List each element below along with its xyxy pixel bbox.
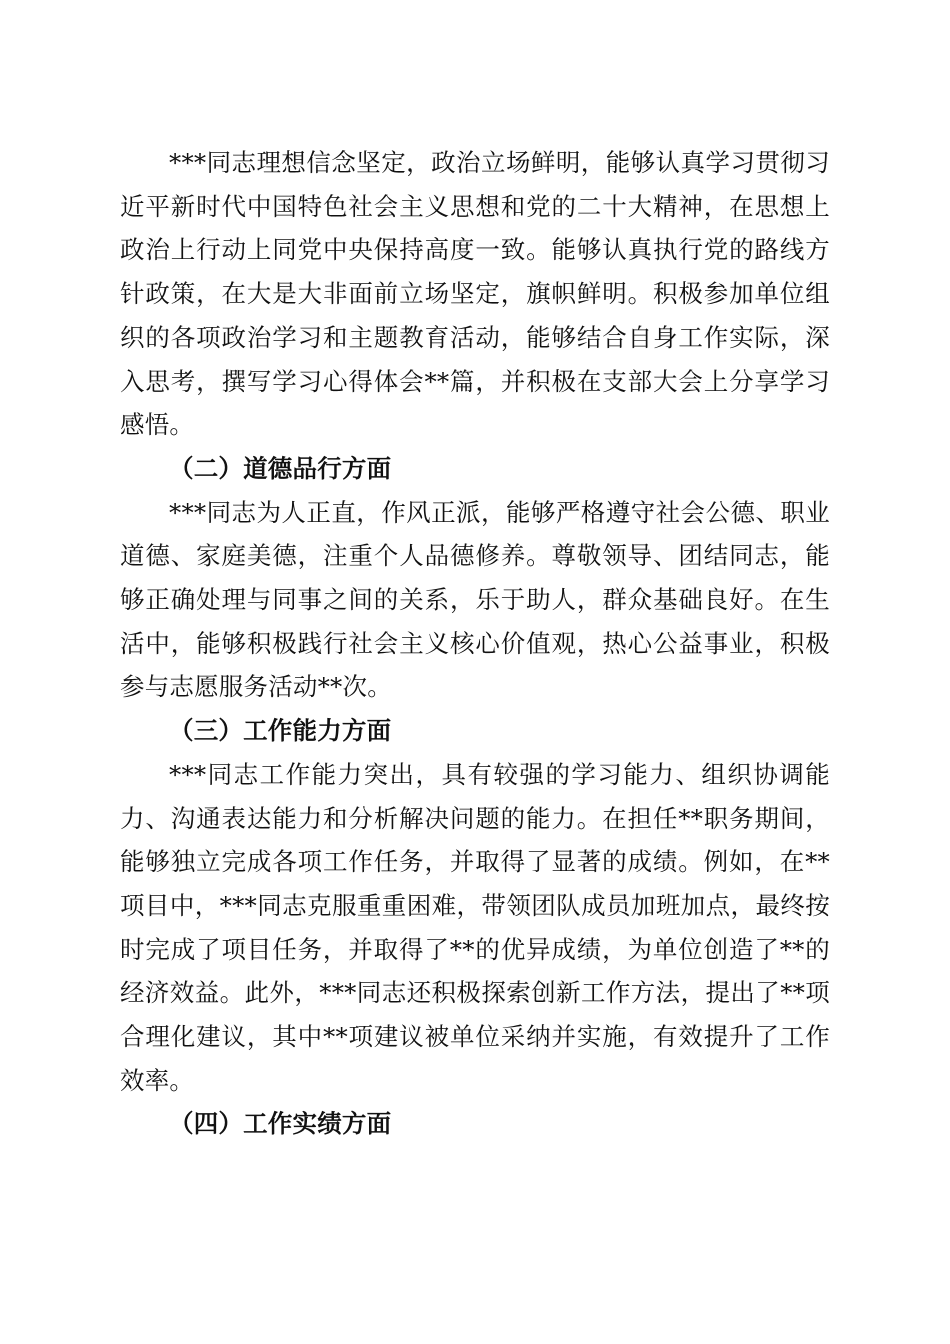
paragraph-work-ability: ***同志工作能力突出，具有较强的学习能力、组织协调能力、沟通表达能力和分析解决问题的能力。在担任**职务期间，能够独立完成各项工作任务，并取得了显著的成绩。例如，在**项目中，***同志克服重重困难，带领团队成员加班加点，最终按时完成了项目任务，并取得了**的优异成绩，为单位创造了**的经济效益。此外，***同志还积极探索创新工作方法，提出了**项合理化建议，其中**项建议被单位采纳并实施，有效提升了工作效率。 <box>120 759 830 1095</box>
section-heading-work-achievements: （四）工作实绩方面 <box>169 1109 392 1139</box>
paragraph-moral-conduct: ***同志为人正直，作风正派，能够严格遵守社会公德、职业道德、家庭美德，注重个人品德修养。尊敬领导、团结同志，能够正确处理与同事之间的关系，乐于助人，群众基础良好。在生活中，能够积极践行社会主义核心价值观，热心公益事业，积极参与志愿服务活动**次。 <box>120 497 830 702</box>
section-heading-work-ability: （三）工作能力方面 <box>169 716 392 746</box>
document-page <box>120 141 830 1146</box>
section-heading-moral-conduct: （二）道德品行方面 <box>169 453 392 483</box>
paragraph-political-quality: ***同志理想信念坚定，政治立场鲜明，能够认真学习贯彻习近平新时代中国特色社会主义思想和党的二十大精神，在思想上政治上行动上同党中央保持高度一致。能够认真执行党的路线方针政策，在大是大非面前立场坚定，旗帜鲜明。积极参加单位组织的各项政治学习和主题教育活动，能够结合自身工作实际，深入思考，撰写学习心得体会**篇，并积极在支部大会上分享学习感悟。 <box>120 148 830 440</box>
